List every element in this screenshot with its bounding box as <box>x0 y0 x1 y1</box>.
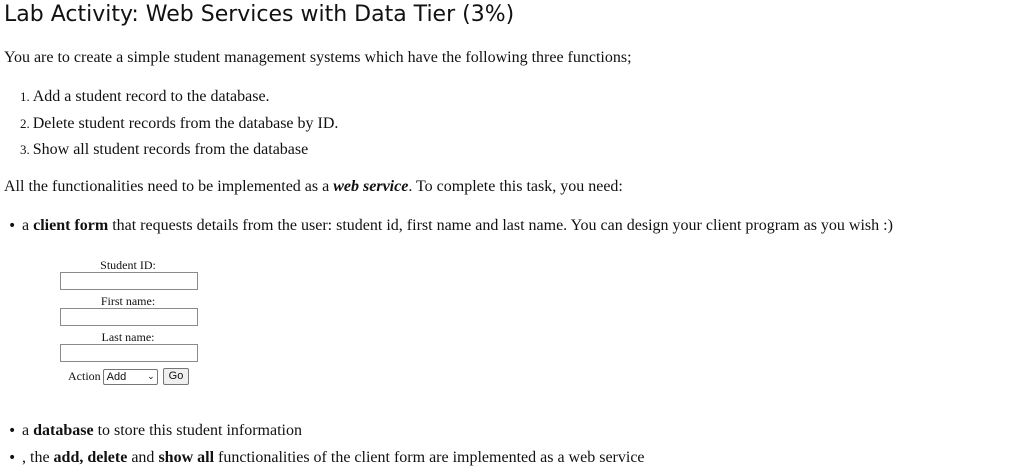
first-name-input[interactable] <box>60 308 198 326</box>
chevron-down-icon: ⌄ <box>147 371 155 382</box>
web-service-emphasis: web service <box>333 178 409 195</box>
functions-list <box>20 86 338 166</box>
student-id-label: Student ID: <box>100 258 156 272</box>
list-item: 1. Add a student record to the database. <box>20 88 270 105</box>
intro-paragraph: You are to create a simple student management systems which have the following three functions; <box>4 49 632 66</box>
action-label: Action <box>68 369 101 383</box>
list-item: 3. Show all student records from the database <box>20 141 309 158</box>
action-select[interactable]: Add ⌄ <box>103 369 158 385</box>
bullet-icon: • <box>8 423 17 439</box>
last-name-input[interactable] <box>60 344 198 362</box>
page-title: Lab Activity: Web Services with Data Tier (3%) <box>4 2 515 27</box>
bullet-icon: • <box>8 450 17 466</box>
first-name-label: First name: <box>100 294 156 308</box>
go-button[interactable]: Go <box>163 368 190 385</box>
last-name-label: Last name: <box>101 330 155 344</box>
bullet-client-form: • a client form that requests details from the user: student id, first name and last name. You can design your client program as you wish :) <box>8 217 893 234</box>
bullet-database: • a database to store this student information <box>8 422 302 439</box>
bullet-icon: • <box>8 218 17 234</box>
action-row <box>68 368 189 385</box>
list-item: 2. Delete student records from the database by ID. <box>20 114 339 132</box>
student-id-input[interactable] <box>60 272 198 290</box>
requirements-lead: All the functionalities need to be implemented as a web service. To complete this task, you need: <box>4 178 623 195</box>
bullet-functionality: • , the add, delete and show all functionalities of the client form are implemented as a web service <box>8 449 645 466</box>
student-form <box>60 258 200 366</box>
